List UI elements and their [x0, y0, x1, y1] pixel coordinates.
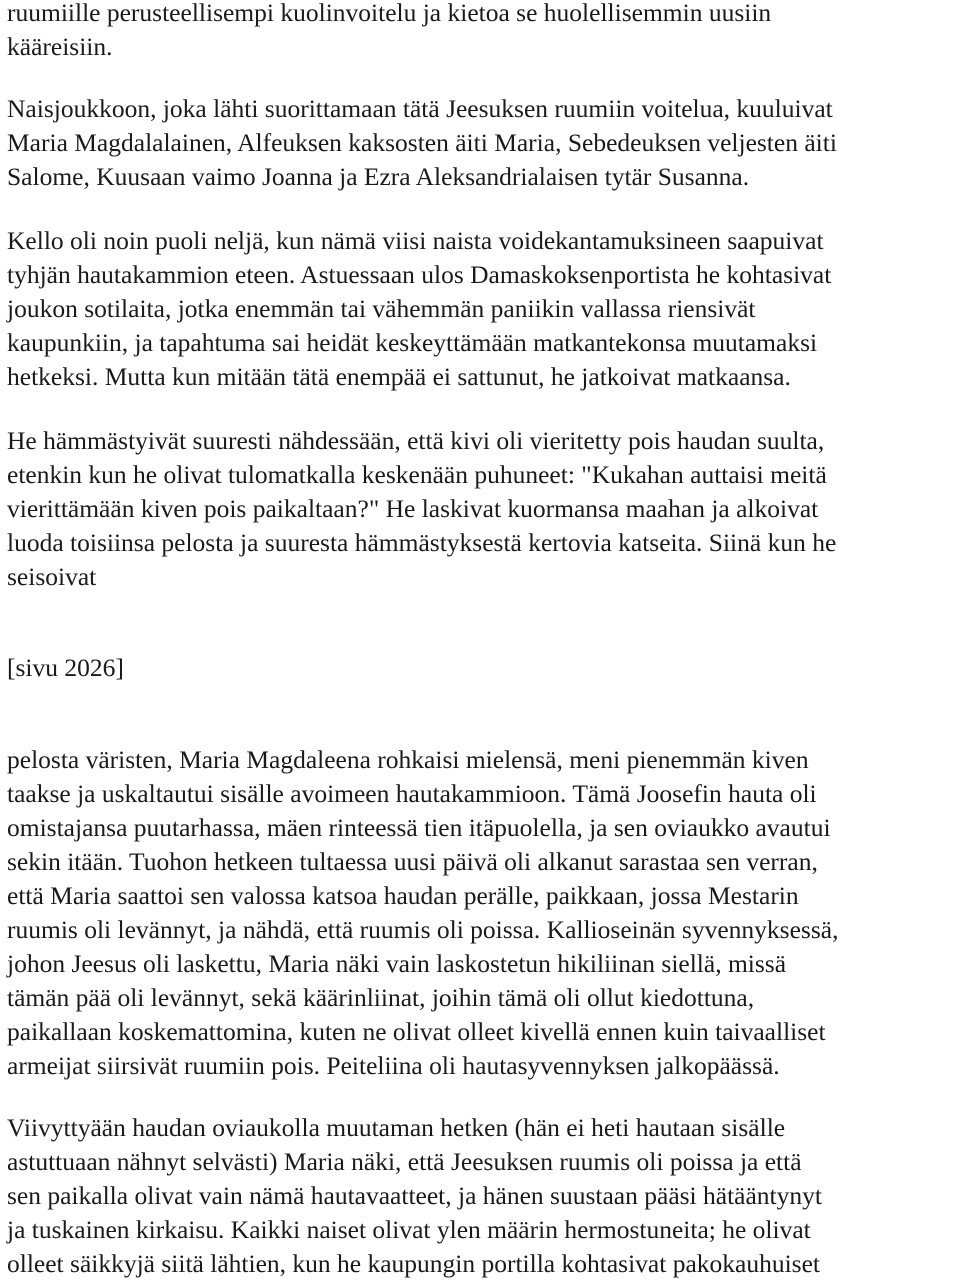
- text-line: tyhjän hautakammion eteen. Astuessaan ulos Damaskoksenportista he kohtasivat: [7, 260, 832, 289]
- text-line: astuttuaan nähnyt selvästi) Maria näki, että Jeesuksen ruumis oli poissa ja että: [7, 1147, 802, 1176]
- text-line: Maria Magdalalainen, Alfeuksen kaksosten äiti Maria, Sebedeuksen veljesten äiti: [7, 128, 837, 157]
- text-line: pelosta väristen, Maria Magdaleena rohkaisi mielensä, meni pienemmän kiven: [7, 745, 809, 774]
- paragraph-4: [7, 424, 957, 594]
- text-line: armeijat siirsivät ruumiin pois. Peiteliina oli hautasyvennyksen jalkopäässä.: [7, 1051, 780, 1080]
- paragraph-1: [7, 0, 957, 64]
- text-line: ruumiille perusteellisempi kuolinvoitelu ja kietoa se huolellisemmin uusiin: [7, 0, 772, 27]
- text-line: kaupunkiin, ja tapahtuma sai heidät keskeyttämään matkantekonsa muutamaksi: [7, 328, 818, 357]
- text-line: sen paikalla olivat vain nämä hautavaatteet, ja hänen suustaan pääsi hätääntynyt: [7, 1181, 822, 1210]
- text-line: Salome, Kuusaan vaimo Joanna ja Ezra Aleksandrialaisen tytär Susanna.: [7, 162, 750, 191]
- page-marker: [7, 651, 957, 685]
- text-line: omistajansa puutarhassa, mäen rinteessä tien itäpuolella, ja sen oviaukko avautui: [7, 813, 831, 842]
- text-line: johon Jeesus oli laskettu, Maria näki vain laskostetun hikiliinan siellä, missä: [7, 949, 787, 978]
- text-line: paikallaan koskemattomina, kuten ne olivat olleet kivellä ennen kuin taivaalliset: [7, 1017, 826, 1046]
- text-line: kääreisiin.: [7, 32, 113, 61]
- page-number-marker: [sivu 2026]: [7, 653, 124, 682]
- text-line: sekin itään. Tuohon hetkeen tultaessa uusi päivä oli alkanut sarastaa sen verran,: [7, 847, 818, 876]
- text-line: ja tuskainen kirkaisu. Kaikki naiset olivat ylen määrin hermostuneita; he olivat: [7, 1215, 811, 1244]
- text-line: olleet säikkyjä siitä lähtien, kun he kaupungin portilla kohtasivat pakokauhuiset: [7, 1249, 820, 1278]
- text-line: että Maria saattoi sen valossa katsoa haudan perälle, paikkaan, jossa Mestarin: [7, 881, 799, 910]
- text-line: seisoivat: [7, 562, 97, 591]
- text-line: etenkin kun he olivat tulomatkalla keskenään puhuneet: "Kukahan auttaisi meitä: [7, 460, 827, 489]
- text-line: Viivyttyään haudan oviaukolla muutaman hetken (hän ei heti hautaan sisälle: [7, 1113, 786, 1142]
- text-line: tämän pää oli levännyt, sekä käärinliinat, joihin tämä oli ollut kiedottuna,: [7, 983, 755, 1012]
- text-line: taakse ja uskaltautui sisälle avoimeen hautakammioon. Tämä Joosefin hauta oli: [7, 779, 817, 808]
- paragraph-3: [7, 224, 957, 394]
- paragraph-6: [7, 1111, 957, 1280]
- paragraph-5: [7, 743, 957, 1083]
- text-line: luoda toisiinsa pelosta ja suuresta hämmästyksestä kertovia katseita. Siinä kun he: [7, 528, 837, 557]
- text-line: vierittämään kiven pois paikaltaan?" He laskivat kuormansa maahan ja alkoivat: [7, 494, 819, 523]
- text-line: Kello oli noin puoli neljä, kun nämä viisi naista voidekantamuksineen saapuivat: [7, 226, 824, 255]
- text-line: ruumis oli levännyt, ja nähdä, että ruumis oli poissa. Kallioseinän syvennyksessä,: [7, 915, 839, 944]
- text-line: Naisjoukkoon, joka lähti suorittamaan tätä Jeesuksen ruumiin voitelua, kuuluivat: [7, 94, 833, 123]
- paragraph-2: [7, 92, 957, 194]
- text-line: joukon sotilaita, jotka enemmän tai vähemmän paniikin vallassa riensivät: [7, 294, 756, 323]
- text-line: hetkeksi. Mutta kun mitään tätä enempää ei sattunut, he jatkoivat matkaansa.: [7, 362, 791, 391]
- text-line: He hämmästyivät suuresti nähdessään, että kivi oli vieritetty pois haudan suulta,: [7, 426, 825, 455]
